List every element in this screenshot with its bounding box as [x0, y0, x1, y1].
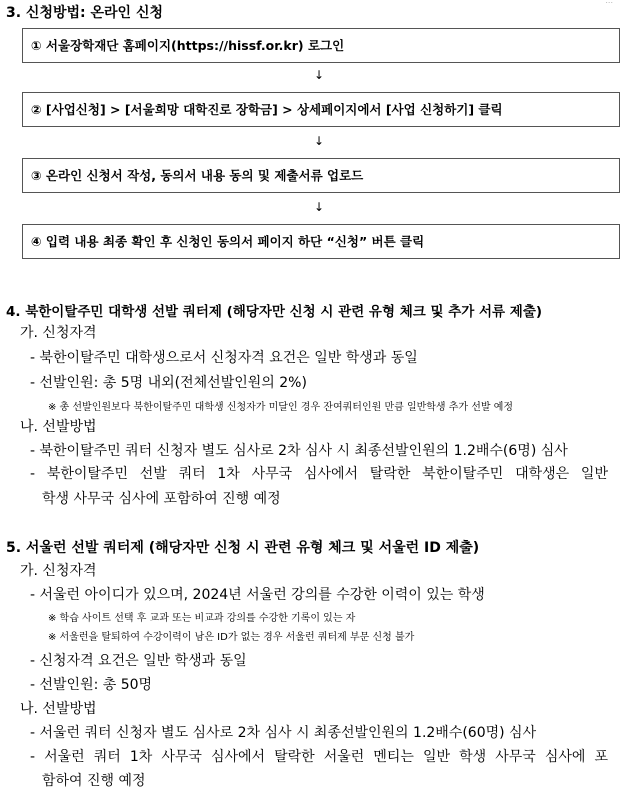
section5-title: 5. 서울런 선발 쿼터제 (해당자만 신청 시 관련 유형 체크 및 서울런 ID 제출): [6, 540, 480, 556]
section5-a-item-3: - 선발인원: 총 50명: [30, 677, 153, 693]
step-4-box: ④ 입력 내용 최종 확인 후 신청인 동의서 페이지 하단 “신청” 버튼 클릭: [22, 224, 620, 259]
section4-b-item-1: - 북한이탈주민 쿼터 신청자 별도 심사로 2차 심사 시 최종선발인원의 1.2배수(6명) 심사: [30, 443, 568, 459]
section4-b-item-2-cont: 학생 사무국 심사에 포함하여 진행 예정: [42, 491, 281, 507]
section5-sub-a: 가. 신청자격: [20, 563, 97, 579]
section5-b-item-2-cont: 함하여 진행 예정: [42, 773, 146, 789]
section4-a-note: ※ 총 선발인원보다 북한이탈주민 대학생 신청자가 미달인 경우 잔여쿼터인원 만큼 일반학생 추가 선발 예정: [48, 402, 514, 413]
section5-a-item-2: - 신청자격 요건은 일반 학생과 동일: [30, 653, 247, 669]
section5-b-item-2: - 서울런 쿼터 1차 사무국 심사에서 탈락한 서울런 멘티는 일반 학생 사무국 심사에 포: [30, 749, 608, 765]
arrow-down-icon: ↓: [314, 134, 325, 148]
section5-a-item-1: - 서울런 아이디가 있으며, 2024년 서울런 강의를 수강한 이력이 있는 학생: [30, 587, 485, 603]
arrow-down-icon: ↓: [314, 200, 325, 214]
step-2-box: ② [사업신청] > [서울희망 대학진로 장학금] > 상세페이지에서 [사업 신청하기] 클릭: [22, 92, 620, 127]
section4-b-item-2: - 북한이탈주민 선발 쿼터 1차 사무국 심사에서 탈락한 북한이탈주민 대학생은 일반: [30, 466, 608, 482]
section4-a-item-2: - 선발인원: 총 5명 내외(전체선발인원의 2%): [30, 375, 307, 391]
section4-title: 4. 북한이탈주민 대학생 선발 쿼터제 (해당자만 신청 시 관련 유형 체크 및 추가 서류 제출): [6, 304, 543, 320]
section5-a-note-1: ※ 학습 사이트 선택 후 교과 또는 비교과 강의를 수강한 기록이 있는 자: [48, 613, 356, 624]
faint-header-text: ...: [605, 0, 613, 5]
section5-sub-b: 나. 선발방법: [20, 701, 97, 717]
section4-a-item-1: - 북한이탈주민 대학생으로서 신청자격 요건은 일반 학생과 동일: [30, 350, 418, 366]
section3-title: 3. 신청방법: 온라인 신청: [6, 5, 163, 21]
section5-a-note-2: ※ 서울런을 탈퇴하여 수강이력이 남은 ID가 없는 경우 서울런 쿼터제 부문 신청 불가: [48, 632, 415, 643]
section5-b-item-1: - 서울런 쿼터 신청자 별도 심사로 2차 심사 시 최종선발인원의 1.2배수(60명) 심사: [30, 725, 537, 741]
arrow-down-icon: ↓: [314, 68, 325, 82]
section4-sub-a: 가. 신청자격: [20, 325, 97, 341]
step-1-box: ① 서울장학재단 홈페이지(https://hissf.or.kr) 로그인: [22, 28, 620, 63]
step-3-box: ③ 온라인 신청서 작성, 동의서 내용 동의 및 제출서류 업로드: [22, 158, 620, 193]
section4-sub-b: 나. 선발방법: [20, 419, 97, 435]
